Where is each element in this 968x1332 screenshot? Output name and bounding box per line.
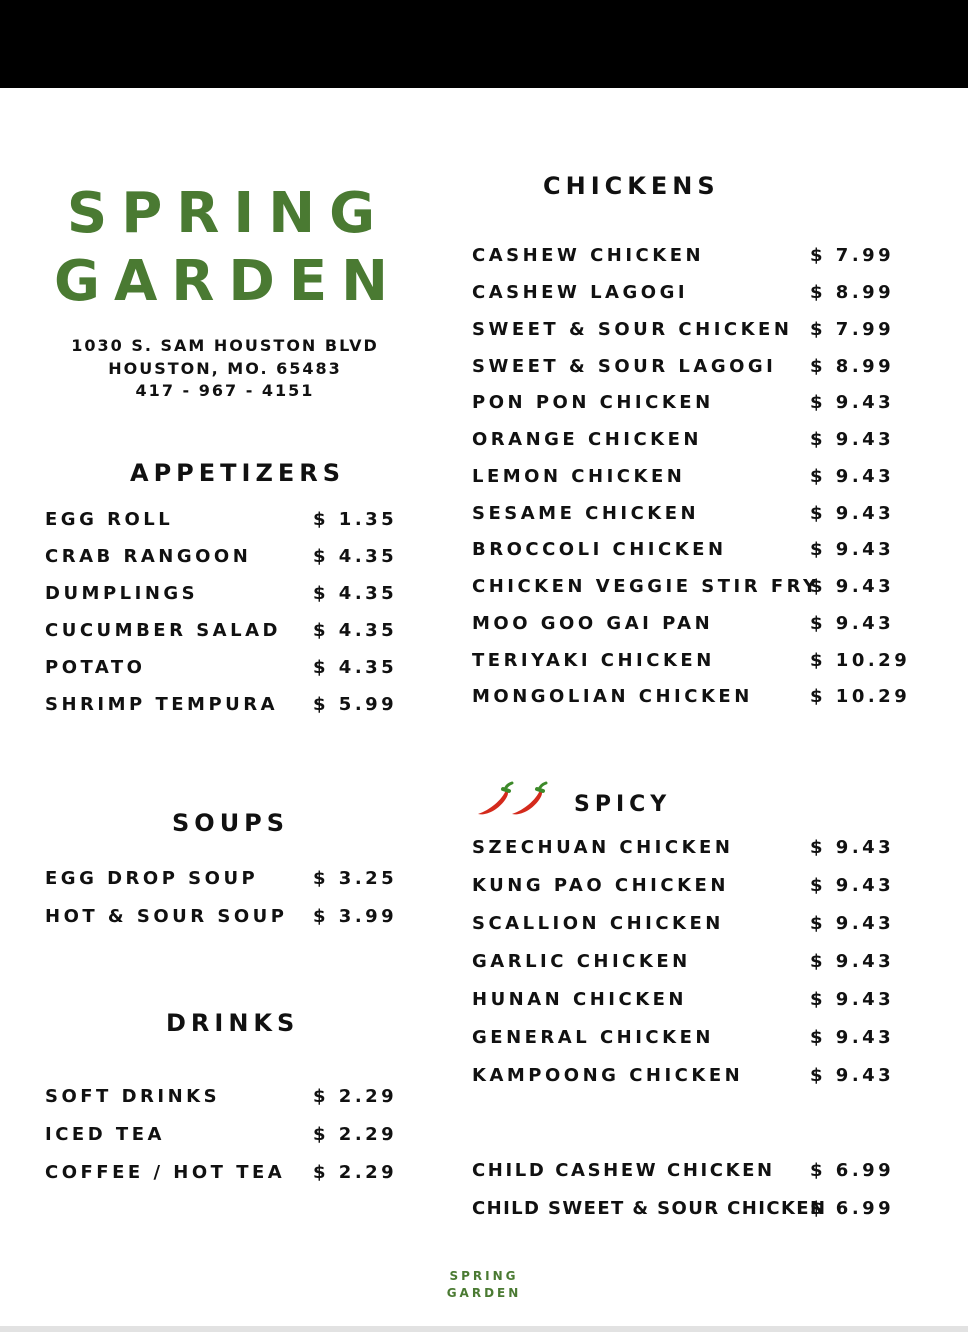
item-price: $ 4.35 [313, 620, 398, 641]
address-city: HOUSTON, MO. 65483 [108, 359, 342, 378]
item-name: KUNG PAO CHICKEN [472, 875, 729, 896]
spicy-heading: SPICY [574, 792, 672, 817]
item-price: $ 9.43 [810, 837, 895, 858]
item-name: SWEET & SOUR CHICKEN [472, 319, 793, 340]
item-price: $ 9.43 [810, 913, 895, 934]
item-name: DUMPLINGS [45, 583, 199, 604]
item-price: $ 9.43 [810, 466, 895, 487]
item-name: SWEET & SOUR LAGOGI [472, 356, 777, 377]
item-price: $ 9.43 [810, 503, 895, 524]
item-price: $ 9.43 [810, 613, 895, 634]
footer-brand-line2: GARDEN [446, 1286, 522, 1300]
appetizers-heading: APPETIZERS [130, 459, 346, 487]
footer-brand-line1: SPRING [449, 1269, 519, 1283]
address-street: 1030 S. SAM HOUSTON BLVD [71, 336, 379, 355]
item-name: CUCUMBER SALAD [45, 620, 281, 641]
item-price: $ 4.35 [313, 657, 398, 678]
item-price: $ 5.99 [313, 694, 398, 715]
item-price: $ 9.43 [810, 989, 895, 1010]
item-name: PON PON CHICKEN [472, 392, 714, 413]
item-price: $ 2.29 [313, 1086, 398, 1107]
item-name: KAMPOONG CHICKEN [472, 1065, 744, 1086]
item-name: EGG DROP SOUP [45, 868, 259, 889]
item-name: MOO GOO GAI PAN [472, 613, 714, 634]
item-name: ICED TEA [45, 1124, 165, 1145]
item-price: $ 6.99 [810, 1160, 895, 1181]
item-name: HUNAN CHICKEN [472, 989, 687, 1010]
item-name: POTATO [45, 657, 146, 678]
item-price: $ 8.99 [810, 282, 895, 303]
item-name: SOFT DRINKS [45, 1086, 221, 1107]
item-name: LEMON CHICKEN [472, 466, 686, 487]
item-price: $ 7.99 [810, 245, 895, 266]
item-name: TERIYAKI CHICKEN [472, 650, 715, 671]
address-phone: 417 - 967 - 4151 [135, 381, 315, 400]
brand-title-line2: GARDEN [53, 249, 403, 314]
item-name: SZECHUAN CHICKEN [472, 837, 734, 858]
item-price: $ 9.43 [810, 875, 895, 896]
item-price: $ 4.35 [313, 546, 398, 567]
item-price: $ 3.25 [313, 868, 398, 889]
item-name: CASHEW CHICKEN [472, 245, 705, 266]
item-price: $ 10.29 [810, 650, 911, 671]
soups-heading: SOUPS [172, 809, 290, 837]
item-price: $ 8.99 [810, 356, 895, 377]
item-price: $ 9.43 [810, 1065, 895, 1086]
item-price: $ 1.35 [313, 509, 398, 530]
item-name: EGG ROLL [45, 509, 174, 530]
top-black-bar [0, 0, 968, 88]
brand-title-line1: SPRING [66, 181, 390, 246]
item-price: $ 9.43 [810, 429, 895, 450]
item-name: SHRIMP TEMPURA [45, 694, 279, 715]
item-name: CHICKEN VEGGIE STIR FRY [472, 576, 820, 597]
item-price: $ 2.29 [313, 1124, 398, 1145]
item-price: $ 4.35 [313, 583, 398, 604]
item-name: ORANGE CHICKEN [472, 429, 702, 450]
item-name: CASHEW LAGOGI [472, 282, 689, 303]
item-price: $ 7.99 [810, 319, 895, 340]
item-price: $ 6.99 [810, 1198, 895, 1219]
item-name: MONGOLIAN CHICKEN [472, 686, 753, 707]
item-name: BROCCOLI CHICKEN [472, 539, 727, 560]
item-name: HOT & SOUR SOUP [45, 906, 288, 927]
item-name: GENERAL CHICKEN [472, 1027, 714, 1048]
item-name: COFFEE / HOT TEA [45, 1162, 286, 1183]
item-price: $ 9.43 [810, 951, 895, 972]
item-name: SESAME CHICKEN [472, 503, 700, 524]
item-price: $ 9.43 [810, 576, 895, 597]
chili-pepper-icon [472, 780, 550, 826]
item-name: SCALLION CHICKEN [472, 913, 724, 934]
item-price: $ 3.99 [313, 906, 398, 927]
item-name: GARLIC CHICKEN [472, 951, 691, 972]
item-name: CRAB RANGOON [45, 546, 252, 567]
item-price: $ 9.43 [810, 539, 895, 560]
item-name: CHILD CASHEW CHICKEN [472, 1160, 775, 1181]
item-name: CHILD SWEET & SOUR CHICKEN [472, 1198, 827, 1219]
item-price: $ 9.43 [810, 392, 895, 413]
item-price: $ 2.29 [313, 1162, 398, 1183]
chickens-heading: CHICKENS [543, 172, 720, 200]
bottom-divider [0, 1326, 968, 1332]
item-price: $ 9.43 [810, 1027, 895, 1048]
item-price: $ 10.29 [810, 686, 911, 707]
drinks-heading: DRINKS [166, 1009, 300, 1037]
